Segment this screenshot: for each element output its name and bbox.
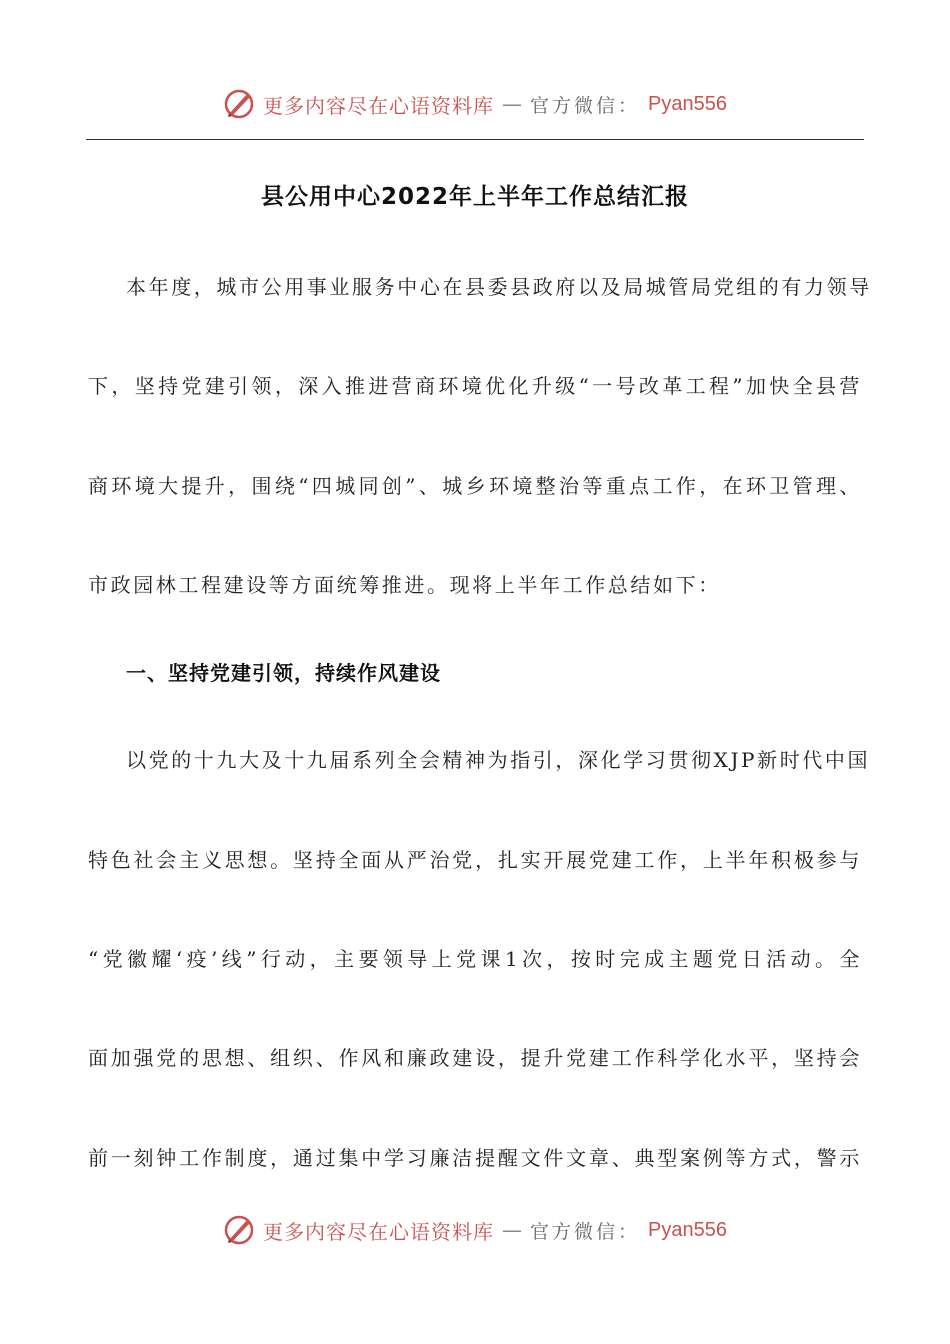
header-rule bbox=[86, 139, 864, 140]
watermark-id: Pyan556 bbox=[648, 92, 727, 115]
watermark-id: Pyan556 bbox=[648, 1218, 727, 1241]
paragraph-line: 以党的十九大及十九届系列全会精神为指引，深化学习贯彻XJP新时代中国 bbox=[126, 748, 871, 772]
paragraph-line: 特色社会主义思想。坚持全面从严治党，扎实开展党建工作，上半年积极参与 bbox=[88, 848, 862, 872]
paragraph-line: 市政园林工程建设等方面统筹推进。现将上半年工作总结如下： bbox=[88, 573, 721, 597]
watermark-separator: — bbox=[502, 92, 522, 116]
document-title: 县公用中心2022年上半年工作总结汇报 bbox=[260, 184, 689, 210]
paragraph-line: “党徽耀‘疫’线”行动，主要领导上党课1次，按时完成主题党日活动。全 bbox=[88, 947, 862, 971]
section-heading: 一、坚持党建引领，持续作风建设 bbox=[126, 661, 441, 685]
watermark-separator: — bbox=[502, 1218, 522, 1242]
quill-pen-logo-icon bbox=[223, 88, 255, 120]
paragraph-line: 本年度，城市公用事业服务中心在县委县政府以及局城管局党组的有力领导 bbox=[126, 275, 872, 299]
paragraph-line: 前一刻钟工作制度，通过集中学习廉洁提醒文件文章、典型案例等方式，警示 bbox=[88, 1146, 862, 1170]
paragraph-line: 面加强党的思想、组织、作风和廉政建设，提升党建工作科学化水平，坚持会 bbox=[88, 1046, 862, 1070]
watermark-text: 更多内容尽在心语资料库 bbox=[263, 93, 494, 118]
header-watermark bbox=[0, 84, 950, 124]
watermark-label: 官方微信： bbox=[530, 94, 641, 117]
watermark-label: 官方微信： bbox=[530, 1220, 641, 1243]
paragraph-line: 商环境大提升，围绕“四城同创”、城乡环境整治等重点工作，在环卫管理、 bbox=[88, 474, 862, 498]
paragraph-line: 下，坚持党建引领，深入推进营商环境优化升级“一号改革工程”加快全县营 bbox=[88, 374, 862, 398]
watermark-text: 更多内容尽在心语资料库 bbox=[263, 1219, 494, 1244]
quill-pen-logo-icon bbox=[223, 1214, 255, 1246]
footer-watermark bbox=[0, 1210, 950, 1250]
